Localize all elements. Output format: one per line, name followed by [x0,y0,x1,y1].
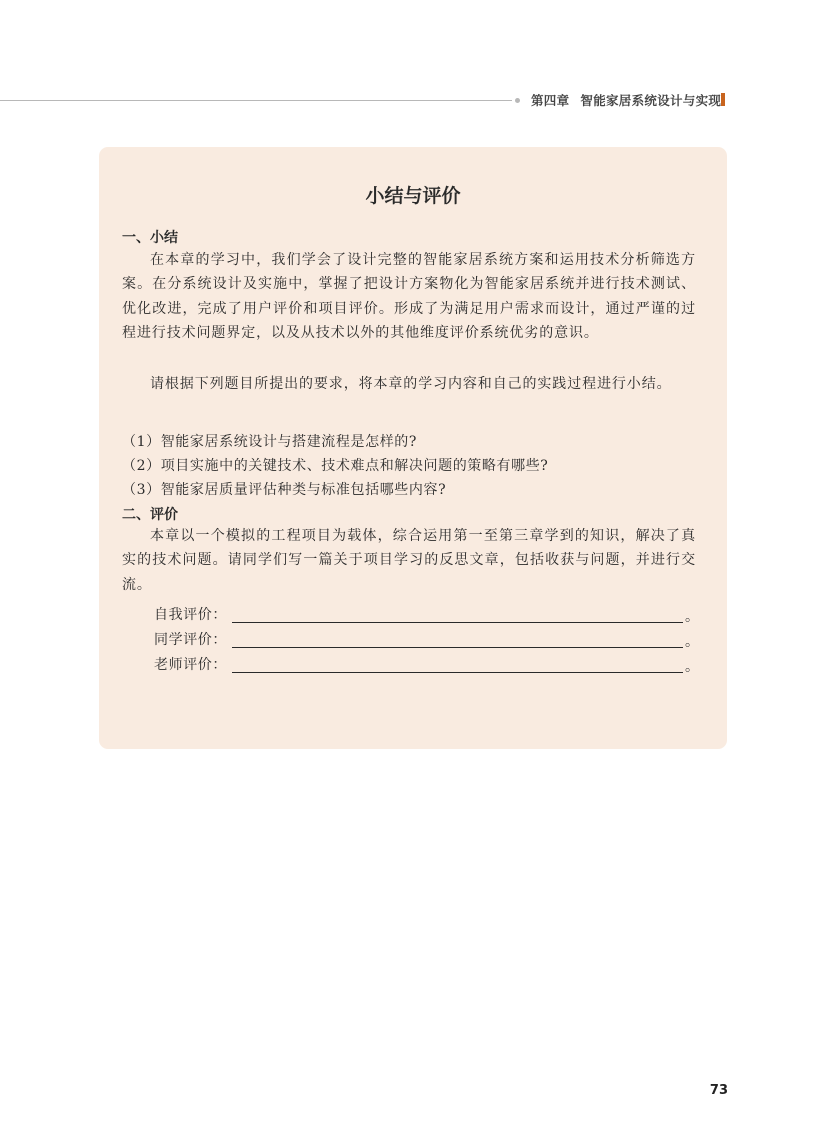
sentence-end-mark: 。 [685,609,700,625]
teacher-evaluation-field[interactable] [232,672,683,673]
question-2: （2）项目实施中的关键技术、技术难点和解决问题的策略有哪些? [122,458,549,474]
header-rule [0,100,512,101]
summary-instruction: 请根据下列题目所提出的要求，将本章的学习内容和自己的实践过程进行小结。 [150,376,672,392]
question-3: （3）智能家居质量评估种类与标准包括哪些内容? [122,482,447,498]
running-header [531,91,721,109]
evaluation-heading: 二、评价 [122,507,178,523]
summary-paragraph: 在本章的学习中，我们学会了设计完整的智能家居系统方案和运用技术分析筛选方案。在分系统设计及实施中，掌握了把设计方案物化为智能家居系统并进行技术测试、优化改进，完成了用户评价和项目评价。形成了为满足用户需求而设计，通过严谨的过程进行技术问题界定，以及从技术以外的其他维度评价系统优劣的意识。 [122,252,696,341]
self-evaluation-row [154,604,700,628]
teacher-evaluation-label: 老师评价： [154,657,227,673]
sentence-end-mark: 。 [685,634,700,650]
summary-evaluation-card [99,147,727,749]
header-accent-bar [721,93,725,106]
page-number: 73 [709,1083,728,1098]
self-evaluation-field[interactable] [232,622,683,623]
card-title: 小结与评价 [365,185,461,207]
chapter-number: 第四章 [531,93,570,108]
question-1: （1）智能家居系统设计与搭建流程是怎样的? [122,434,418,450]
teacher-evaluation-row [154,654,700,678]
peer-evaluation-row [154,629,700,653]
peer-evaluation-field[interactable] [232,647,683,648]
summary-heading: 一、小结 [122,230,178,246]
self-evaluation-label: 自我评价： [154,607,227,623]
sentence-end-mark: 。 [685,659,700,675]
peer-evaluation-label: 同学评价： [154,632,227,648]
header-rule-dot [515,98,520,103]
evaluation-paragraph: 本章以一个模拟的工程项目为载体，综合运用第一至第三章学到的知识，解决了真实的技术问题。请同学们写一篇关于项目学习的反思文章，包括收获与问题，并进行交流。 [122,528,696,593]
chapter-title: 智能家居系统设计与实现 [580,93,722,108]
